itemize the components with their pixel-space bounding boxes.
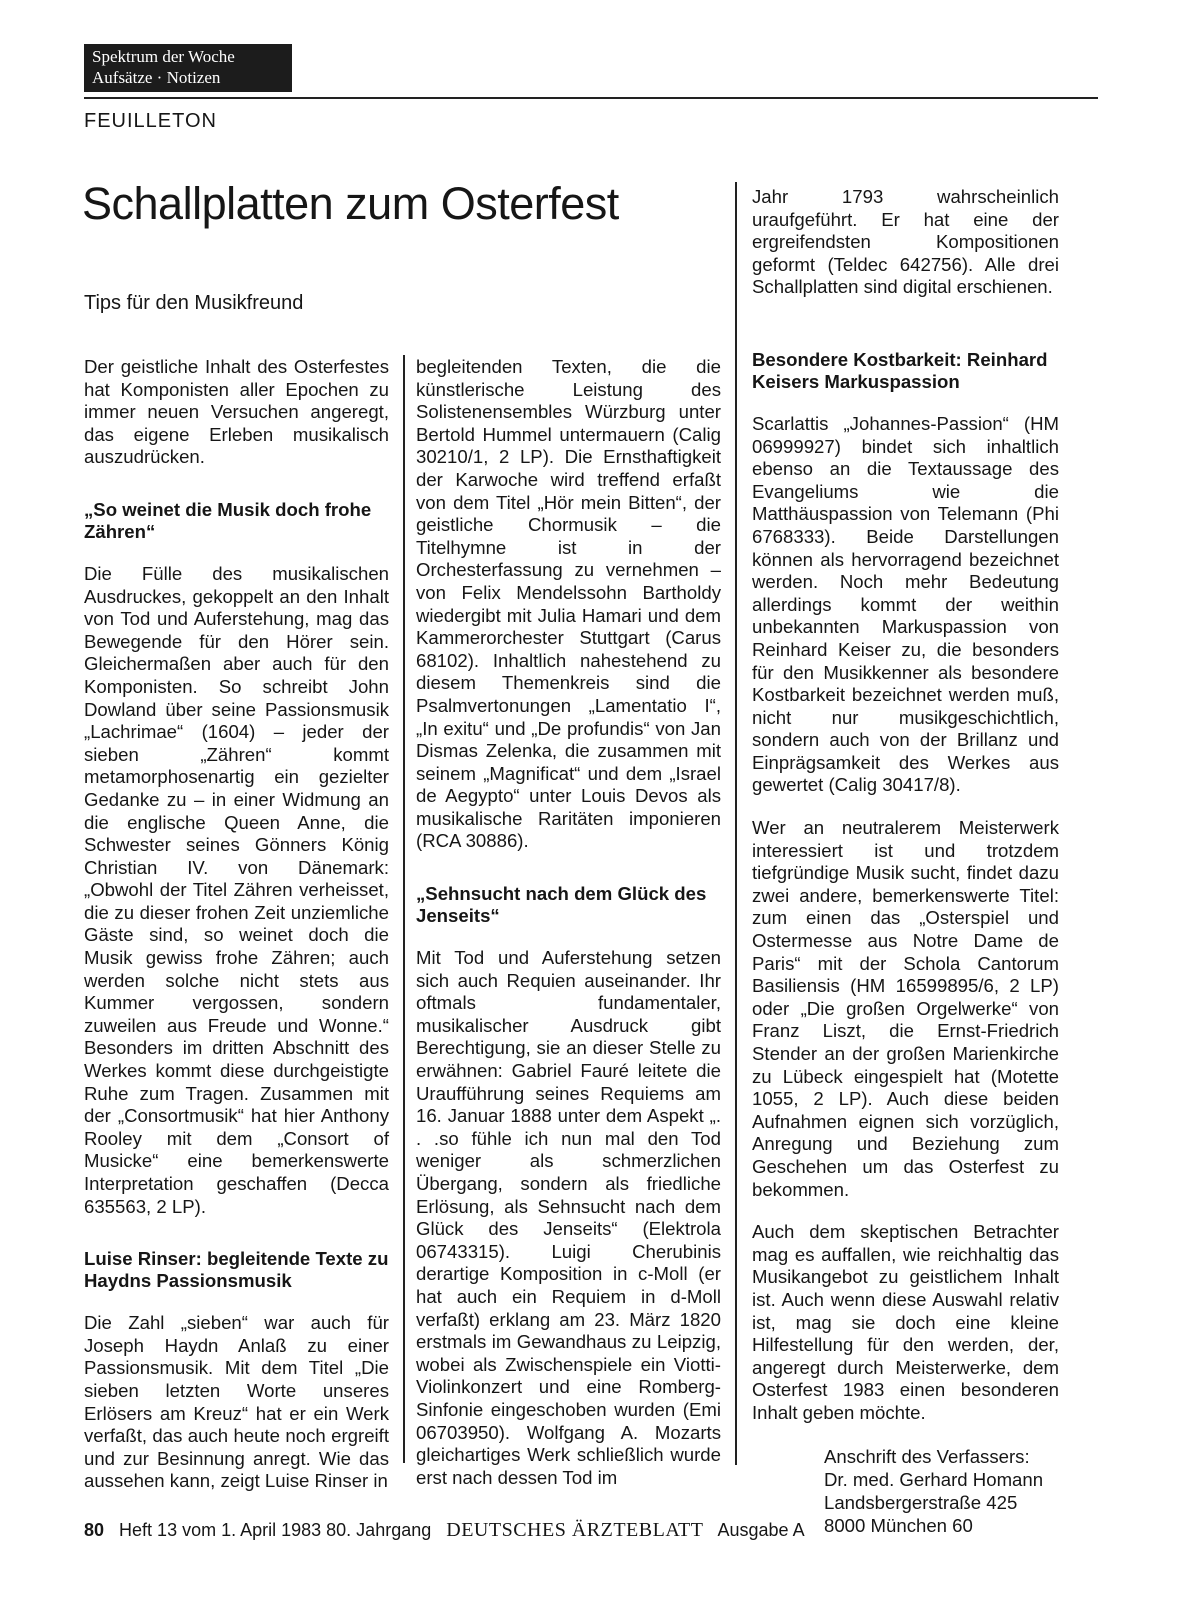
paragraph: Jahr 1793 wahrscheinlich uraufgeführt. Er hat eine der ergreifendsten Kompositionen geformt (Teldec 642756). Alle drei Schallplatten sind digital erschienen.: [752, 186, 1059, 298]
paragraph: Die Zahl „sieben“ war auch für Joseph Haydn Anlaß zu einer Passionsmusik. Mit dem Titel „Die sieben letzten Worte unseres Erlösers am Kreuz“ hat er ein Werk verfaßt, das auch heute noch ergreift und zur Besinnung anregt. Wie das aussehen kann, zeigt Luise Rinser in: [84, 1312, 389, 1492]
column-2: [416, 356, 721, 1509]
column-rule-1: [403, 355, 405, 1463]
paragraph: Auch dem skeptischen Betrachter mag es auffallen, wie reichhaltig das Musikangebot zu geistlichem Inhalt ist. Auch wenn diese Auswahl relativ ist, mag sie doch eine kleine Hilfestellung für den werden, der, angeregt durch Meisterwerke, dem Osterfest 1983 einen besonderen Inhalt geben möchte.: [752, 1221, 1059, 1423]
column-1: [84, 356, 389, 1513]
section-label: [84, 44, 292, 92]
page-footer: [84, 1519, 805, 1542]
subheading: „So weinet die Musik doch frohe Zähren“: [84, 498, 372, 542]
paragraph: Der geistliche Inhalt des Osterfestes hat Komponisten aller Epochen zu immer neuen Versuchen angeregt, das eigene Erleben musikalisch auszudrücken.: [84, 356, 389, 468]
paragraph: Wer an neutralerem Meisterwerk interessiert ist und trotzdem tiefgründige Musik sucht, findet dazu zwei andere, bemerkenswerte Titel: zum einen das „Osterspiel und Ostermesse aus Notre Dame de Paris“ mit der Schola Cantorum Basiliensis (HM 16599895/6, 2 LP) oder „Die großen Orgelwerke“ von Franz Liszt, die Ernst-Friedrich Stender an der großen Marienkirche zu Lübeck eingespielt hat (Motette 1055, 2 LP). Auch diese beiden Aufnahmen eignen sich vorzüglich, Anregung und Beziehung zum Geschehen um das Osterfest zu bekommen.: [752, 817, 1059, 1200]
paragraph: Die Fülle des musikalischen Ausdruckes, gekoppelt an den Inhalt von Tod und Auferstehung, mag das Bewegende für den Hörer sein. Gleichermaßen aber auch für den Komponisten. So schreibt John Dowland über seine Passionsmusik „Lachrimae“ (1604) – jeder der sieben „Zähren“ kommt metamorphosenartig ein gezielter Gedanke zu – in einer Widmung an die englische Queen Anne, die Schwester seines Gönners König Christian IV. von Dänemark: „Obwohl der Titel Zähren verheisset, die zu dieser frohen Zeit unziemliche Gäste sind, so weinet doch die Musik gewiss frohe Zähren; auch werden solche nicht stets aus Kummer vergossen, sondern zuweilen aus Freude und Wonne.“ Besonders im dritten Abschnitt des Werkes kommt diese durchgeistigte Ruhe zum Tragen. Zusammen mit der „Consortmusik“ hat hier Anthony Rooley mit dem „Consort of Musicke“ eine bemerkenswerte Interpretation geschaffen (Decca 635563, 2 LP).: [84, 562, 389, 1217]
article-subtitle: Tips für den Musikfreund: [84, 292, 304, 314]
edition: Ausgabe A: [717, 1520, 805, 1540]
section-label-line1: Spektrum der Woche: [92, 47, 235, 66]
column-rule-2: [735, 182, 737, 1465]
paragraph: Scarlattis „Johannes-Passion“ (HM 06999927) bindet sich inhaltlich ebenso an die Textaussage des Evangeliums wie die Matthäuspassion von Telemann (Phi 6768333). Beide Darstellungen können als hervorragend bezeichnet werden. Noch mehr Bedeutung allerdings kommt der weithin unbekannten Markuspassion von Reinhard Keiser zu, die besonders für den Musikkenner als besondere Kostbarkeit bezeichnet werden muß, nicht nur musikgeschichtlich, sondern auch von der Brillanz und Einprägsamkeit des Werkes aus gewertet (Calig 30417/8).: [752, 412, 1059, 796]
address-line: Anschrift des Verfassers:: [824, 1445, 1030, 1467]
column-3: [752, 186, 1059, 1537]
subheading: Besondere Kostbarkeit: Reinhard Keisers Markuspassion: [752, 348, 1048, 392]
subheading: „Sehnsucht nach dem Glück des Jenseits“: [416, 883, 707, 927]
address-line: Landsbergerstraße 425: [824, 1491, 1018, 1513]
header-rule: [84, 97, 1098, 99]
paragraph: begleitenden Texten, die die künstlerische Leistung des Solistenensembles Würzburg unter Bertold Hummel untermauern (Calig 30210/1, 2 LP). Die Ernsthaftigkeit der Karwoche wird treffend erfaßt von dem Titel „Hör mein Bitten“, der geistliche Chormusik – die Titelhymne ist in der Orchesterfassung zu vernehmen – von Felix Mendelssohn Bartholdy wiedergibt mit Julia Hamari und dem Kammerorchester Stuttgart (Carus 68102). Inhaltlich nahestehend zu diesem Themenkreis sind die Psalmvertonungen „Lamentatio I“, „In exitu“ und „De profundis“ von Jan Dismas Zelenka, die zusammen mit seinem „Magnificat“ und dem „Israel de Aegypto“ unter Louis Devos als musikalische Raritäten imponieren (RCA 30886).: [416, 356, 721, 852]
article-title: Schallplatten zum Osterfest: [82, 178, 619, 229]
issue-info: Heft 13 vom 1. April 1983 80. Jahrgang: [119, 1520, 432, 1540]
kicker: FEUILLETON: [84, 110, 217, 132]
subheading: Luise Rinser: begleitende Texte zu Haydns Passionsmusik: [84, 1248, 389, 1292]
address-line: 8000 München 60: [824, 1514, 973, 1536]
address-line: Dr. med. Gerhard Homann: [824, 1468, 1044, 1490]
publication-name: DEUTSCHES ÄRZTEBLATT: [446, 1519, 704, 1541]
paragraph: Mit Tod und Auferstehung setzen sich auch Requien auseinander. Ihr oftmals fundamentaler, musikalischer Ausdruck gibt Berechtigung, sie an dieser Stelle zu erwähnen: Gabriel Fauré leitete die Uraufführung seines Requiems am 16. Januar 1888 unter dem Aspekt „. . .so fühle ich nun mal den Tod weniger als schmerzlichen Übergang, sondern als friedliche Erlösung, als Sehnsucht nach dem Glück des Jenseits“ (Elektrola 06743315). Luigi Cherubinis derartige Komposition in c-Moll (er hat auch ein Requiem in d-Moll verfaßt) erklang am 23. März 1820 erstmals im Gewandhaus zu Leipzig, wobei als Zwischenspiele ein Viotti-Violinkonzert und eine Romberg-Sinfonie eingeschoben wurden (Emi 06703950). Wolfgang A. Mozarts gleichartiges Werk schließlich wurde erst nach dessen Tod im: [416, 947, 721, 1488]
section-label-line2: Aufsätze · Notizen: [92, 68, 221, 87]
page-number: 80: [84, 1520, 105, 1540]
